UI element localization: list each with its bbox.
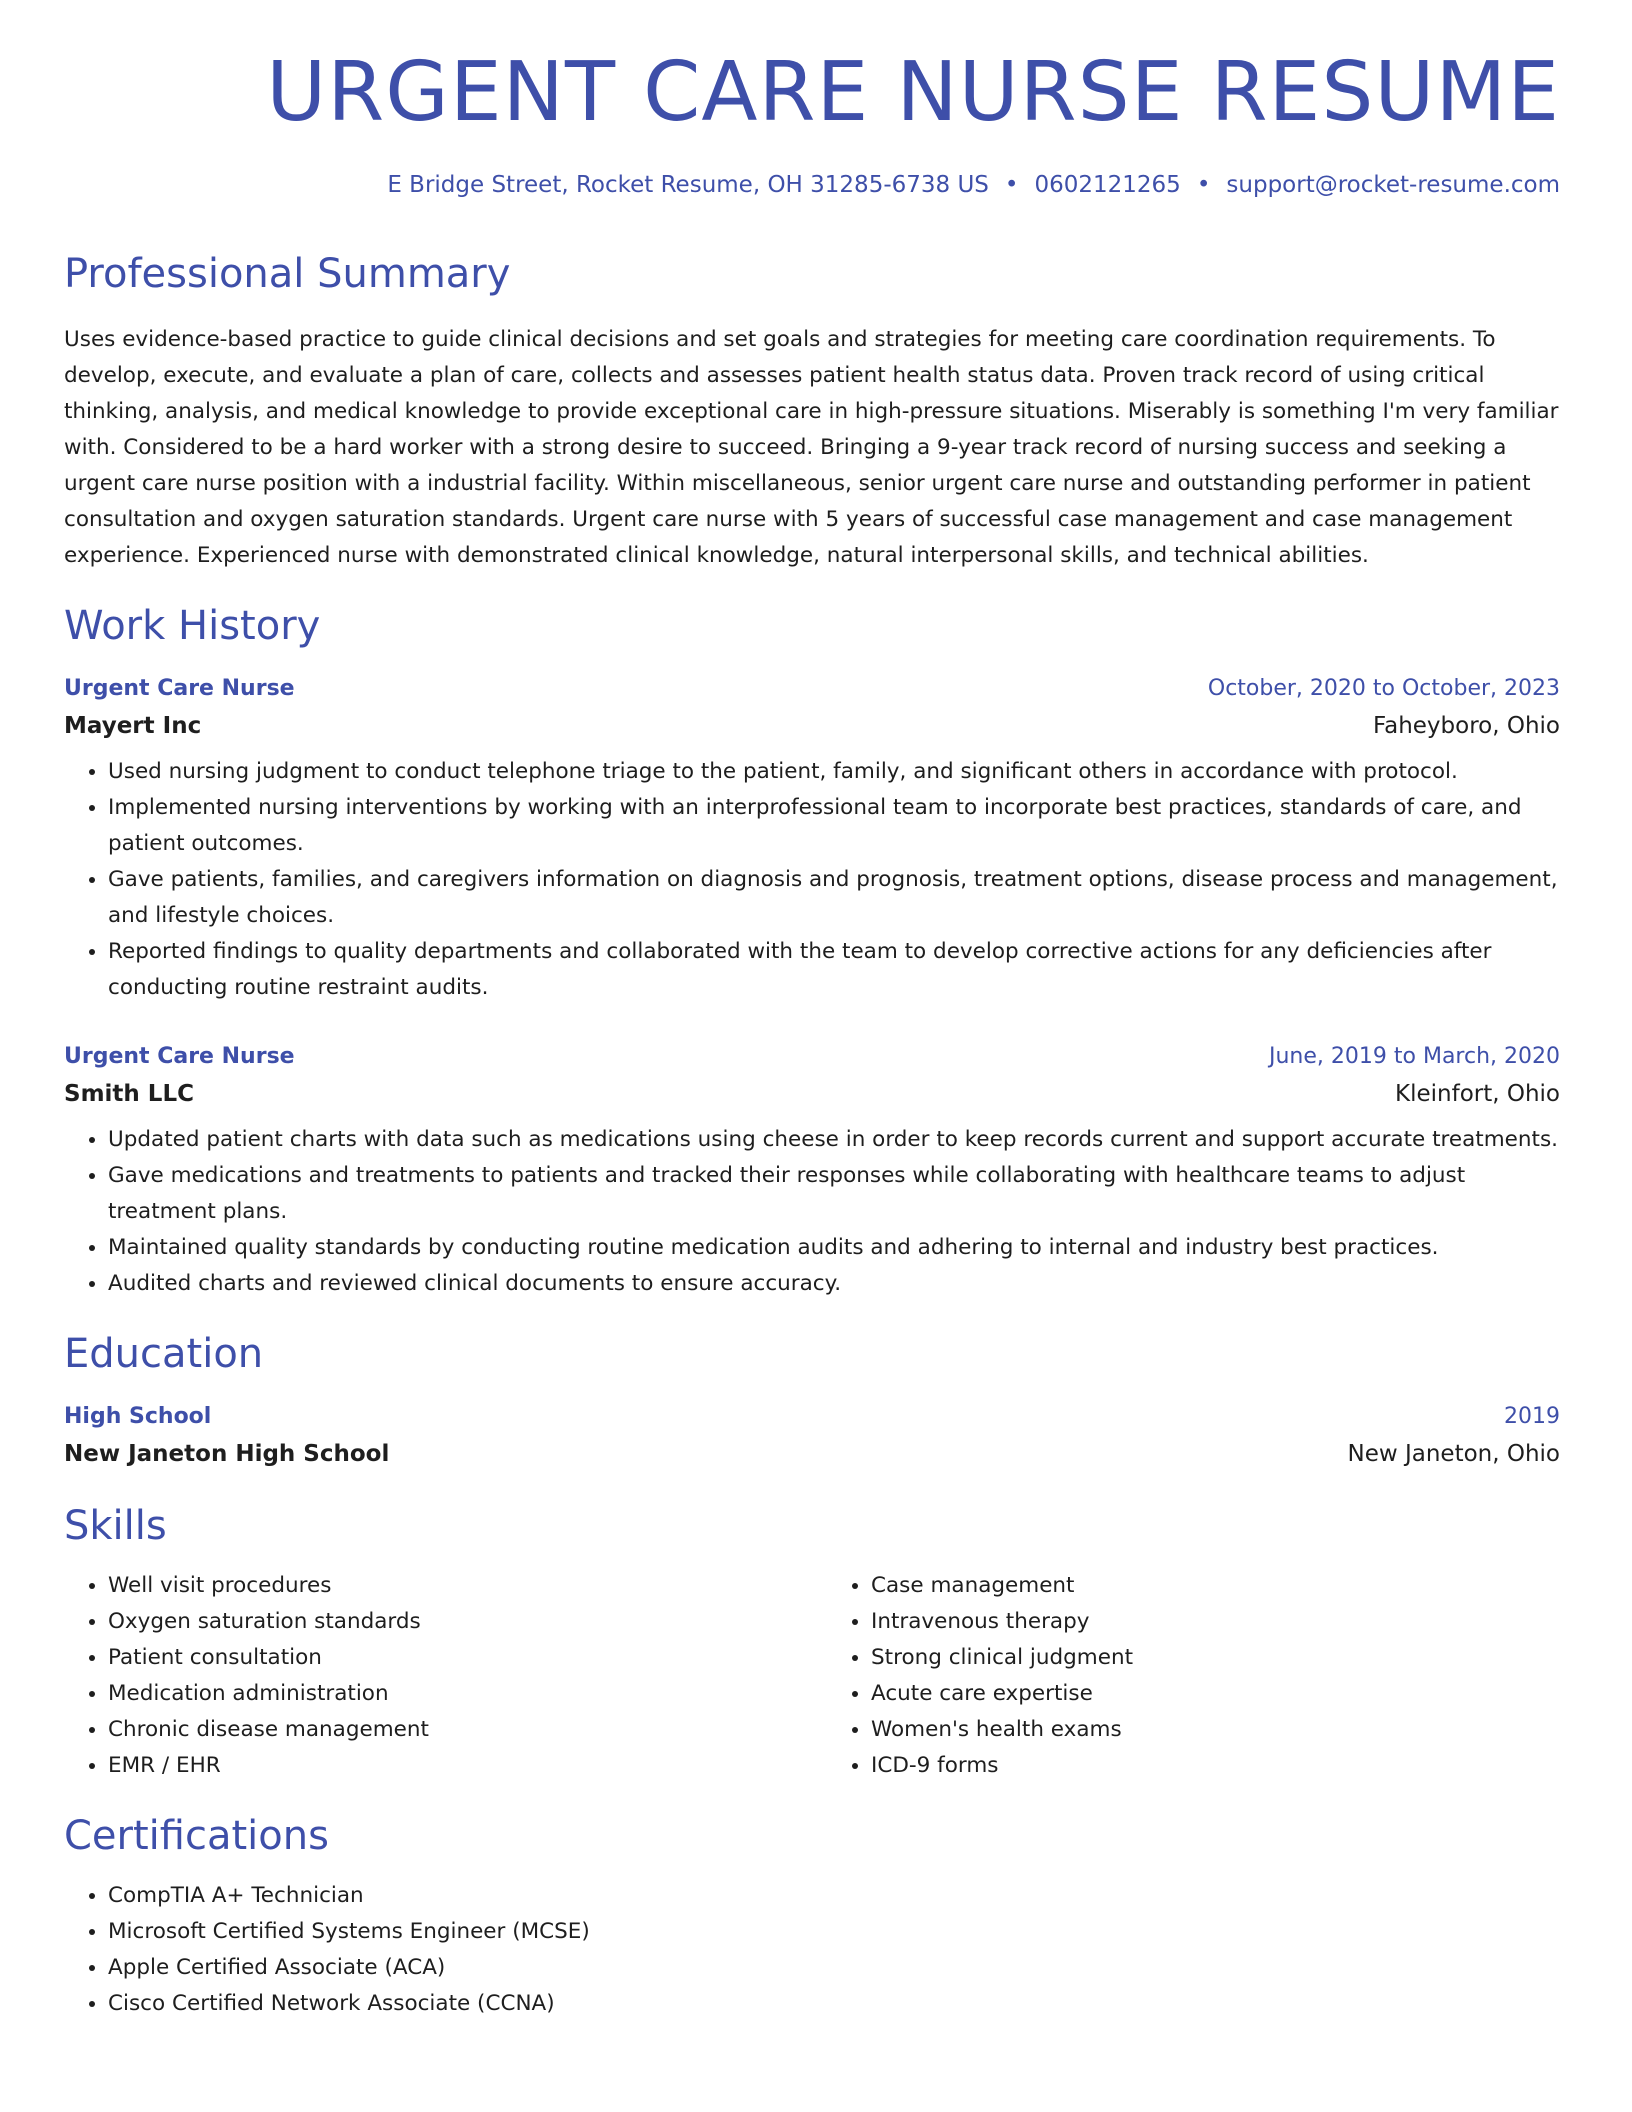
certification-item: • Apple Certified Associate (ACA) xyxy=(108,1950,1560,1986)
skill-item: • Chronic disease management xyxy=(108,1712,797,1748)
job-entry xyxy=(64,1040,1560,1302)
job-bullet: • Updated patient charts with data such as medications using cheese in order to keep records current and support accurate treatments. xyxy=(108,1122,1560,1158)
certifications-list xyxy=(64,1878,1560,2022)
job-bullet: • Audited charts and reviewed clinical documents to ensure accuracy. xyxy=(108,1266,1560,1302)
job-company: Mayert Inc xyxy=(64,712,202,739)
resume-page xyxy=(64,0,1560,2022)
skill-item: • Intravenous therapy xyxy=(871,1604,1560,1640)
skill-item: • Acute care expertise xyxy=(871,1676,1560,1712)
contact-phone: 0602121265 xyxy=(1034,172,1181,198)
job-dates: June, 2019 to March, 2020 xyxy=(1269,1043,1560,1069)
job-location: Kleinfort, Ohio xyxy=(1395,1080,1560,1107)
certification-item: • CompTIA A+ Technician xyxy=(108,1878,1560,1914)
certification-item: • Microsoft Certified Systems Engineer (MCSE) xyxy=(108,1914,1560,1950)
resume-title: URGENT CARE NURSE RESUME xyxy=(266,45,1560,140)
section-title-work-history: Work History xyxy=(64,602,321,649)
education-entry xyxy=(64,1400,1560,1474)
job-bullet: • Reported findings to quality departments and collaborated with the team to develop corrective actions for any deficiencies after conducting routine restraint audits. xyxy=(108,934,1560,1006)
skill-item: • EMR / EHR xyxy=(108,1748,797,1784)
skills-left-list xyxy=(64,1568,797,1784)
job-company: Smith LLC xyxy=(64,1080,194,1107)
skills-right-list xyxy=(797,1568,1560,1784)
section-title-summary: Professional Summary xyxy=(64,250,511,297)
skill-item: • Medication administration xyxy=(108,1676,797,1712)
job-bullet: • Used nursing judgment to conduct telephone triage to the patient, family, and significant others in accordance with protocol. xyxy=(108,754,1560,790)
section-title-skills: Skills xyxy=(64,1502,167,1549)
contact-line xyxy=(64,172,1560,200)
skill-item: • Patient consultation xyxy=(108,1640,797,1676)
skill-item: • Well visit procedures xyxy=(108,1568,797,1604)
skills-columns xyxy=(64,1568,1560,1784)
section-title-education: Education xyxy=(64,1330,264,1377)
job-dates: October, 2020 to October, 2023 xyxy=(1207,675,1560,701)
education-degree: High School xyxy=(64,1403,212,1429)
job-bullets xyxy=(64,754,1560,1006)
skill-item: • Women's health exams xyxy=(871,1712,1560,1748)
skill-item: • Strong clinical judgment xyxy=(871,1640,1560,1676)
skill-item: • Oxygen saturation standards xyxy=(108,1604,797,1640)
section-title-certifications: Certifications xyxy=(64,1812,329,1859)
job-location: Faheyboro, Ohio xyxy=(1372,712,1560,739)
education-location: New Janeton, Ohio xyxy=(1347,1440,1560,1467)
contact-email[interactable]: support@rocket-resume.com xyxy=(1226,172,1560,198)
job-bullet: • Maintained quality standards by conducting routine medication audits and adhering to internal and industry best practices. xyxy=(108,1230,1560,1266)
job-bullet: • Gave patients, families, and caregivers information on diagnosis and prognosis, treatment options, disease process and management, and lifestyle choices. xyxy=(108,862,1560,934)
contact-address: E Bridge Street, Rocket Resume, OH 31285-6738 US xyxy=(387,172,989,198)
skill-item: • Case management xyxy=(871,1568,1560,1604)
resume-header xyxy=(64,0,1560,200)
job-entry xyxy=(64,672,1560,1006)
job-role: Urgent Care Nurse xyxy=(64,675,295,701)
job-role: Urgent Care Nurse xyxy=(64,1043,295,1069)
education-year: 2019 xyxy=(1504,1403,1560,1429)
education-school: New Janeton High School xyxy=(64,1440,390,1467)
contact-separator: • xyxy=(1196,172,1211,198)
certification-item: • Cisco Certified Network Associate (CCNA) xyxy=(108,1986,1560,2022)
skill-item: • ICD-9 forms xyxy=(871,1748,1560,1784)
job-bullet: • Gave medications and treatments to patients and tracked their responses while collaborating with healthcare teams to adjust treatment plans. xyxy=(108,1158,1560,1230)
summary-text: Uses evidence-based practice to guide clinical decisions and set goals and strategies for meeting care coordination requirements. To develop, execute, and evaluate a plan of care, collects and assesses patient health status data. Proven track record of using critical thinking, analysis, and medical knowledge to provide exceptional care in high-pressure situations. Miserably is something I'm very familiar with. Considered to be a hard worker with a strong desire to succeed. Bringing a 9-year track record of nursing success and seeking a urgent care nurse position with a industrial facility. Within miscellaneous, senior urgent care nurse and outstanding performer in patient consultation and oxygen saturation standards. Urgent care nurse with 5 years of successful case management and case management experience. Experienced nurse with demonstrated clinical knowledge, natural interpersonal skills, and technical abilities. xyxy=(64,326,1559,568)
job-bullet: • Implemented nursing interventions by working with an interprofessional team to incorporate best practices, standards of care, and patient outcomes. xyxy=(108,790,1560,862)
contact-separator: • xyxy=(1004,172,1019,198)
job-bullets xyxy=(64,1122,1560,1302)
